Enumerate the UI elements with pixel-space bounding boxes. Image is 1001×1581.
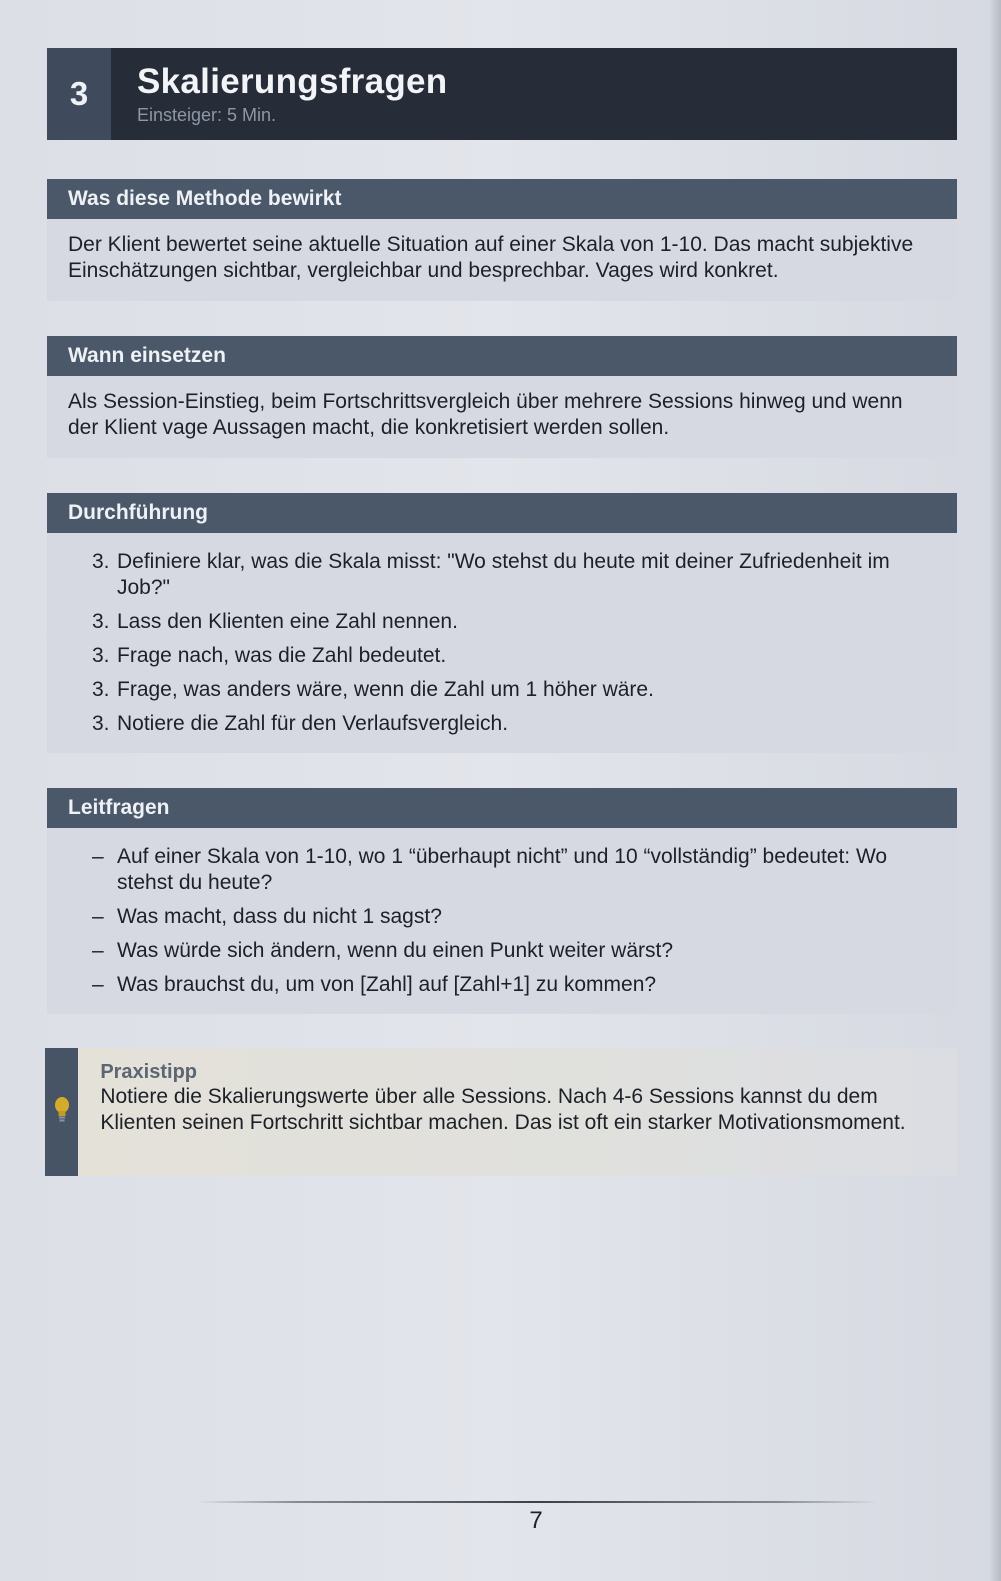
step-number: 3.: [92, 644, 110, 667]
list-item: [68, 711, 933, 737]
section-text: Als Session-Einstieg, beim Fortschrittsvergleich über mehrere Sessions hinweg und wenn der Klient vage Aussagen macht, die konkretisiert werden sollen.: [68, 390, 903, 439]
section-body: [47, 219, 957, 301]
practice-tip: [45, 1048, 957, 1176]
tip-text: Notiere die Skalierungswerte über alle Sessions. Nach 4-6 Sessions kannst du dem Klienten seinen Fortschritt sichtbar machen. Das ist oft ein starker Motivationsmoment.: [100, 1085, 906, 1134]
tip-sidebar: [45, 1048, 78, 1176]
list-item: [68, 972, 933, 998]
section-heading: Was diese Methode bewirkt: [47, 179, 957, 219]
method-header: [47, 48, 957, 140]
bullet-dash: –: [92, 973, 104, 996]
step-text: Lass den Klienten eine Zahl nennen.: [117, 610, 458, 633]
question-text: Was würde sich ändern, wenn du einen Punkt weiter wärst?: [117, 939, 674, 962]
page-edge-shadow: [989, 0, 1001, 1581]
list-item: [68, 844, 933, 896]
method-number: 3: [47, 48, 111, 140]
section-questions: [47, 788, 957, 1014]
step-text: Notiere die Zahl für den Verlaufsvergleich.: [117, 712, 509, 735]
step-number: 3.: [92, 678, 110, 701]
section-body: [47, 376, 957, 458]
section-heading: Wann einsetzen: [47, 336, 957, 376]
step-number: 3.: [92, 550, 110, 573]
footer-divider: [196, 1501, 878, 1503]
tip-content: [78, 1048, 957, 1176]
step-text: Frage nach, was die Zahl bedeutet.: [117, 644, 447, 667]
question-text: Was brauchst du, um von [Zahl] auf [Zahl+1] zu kommen?: [117, 973, 657, 996]
method-title: Skalierungsfragen: [137, 62, 448, 101]
steps-list: [68, 549, 933, 737]
step-number: 3.: [92, 610, 110, 633]
list-item: [68, 677, 933, 703]
section-effect: [47, 179, 957, 301]
tip-label: Praxistipp: [100, 1061, 198, 1083]
page-number: 7: [529, 1507, 543, 1534]
step-number: 3.: [92, 712, 110, 735]
step-text: Frage, was anders wäre, wenn die Zahl um 1 höher wäre.: [117, 678, 654, 701]
bullet-dash: –: [92, 845, 104, 868]
list-item: [68, 643, 933, 669]
section-heading: Durchführung: [47, 493, 957, 533]
step-text: Definiere klar, was die Skala misst: "Wo stehst du heute mit deiner Zufriedenheit im Job?": [117, 550, 890, 599]
section-procedure: [47, 493, 957, 753]
method-header-text: [111, 48, 447, 140]
bullet-dash: –: [92, 939, 104, 962]
section-text: Der Klient bewertet seine aktuelle Situation auf einer Skala von 1-10. Das macht subjektive Einschätzungen sichtbar, vergleichbar und besprechbar. Vages wird konkret.: [68, 233, 914, 282]
list-item: [68, 904, 933, 930]
list-item: [68, 609, 933, 635]
list-item: [68, 938, 933, 964]
questions-list: [68, 844, 933, 998]
question-text: Was macht, dass du nicht 1 sagst?: [117, 905, 442, 928]
section-body: [47, 828, 957, 1014]
question-text: Auf einer Skala von 1-10, wo 1 “überhaupt nicht” und 10 “vollständig” bedeutet: Wo stehst du heute?: [117, 845, 888, 894]
section-heading: Leitfragen: [47, 788, 957, 828]
lightbulb-icon: [52, 1095, 72, 1130]
list-item: [68, 549, 933, 601]
section-body: [47, 533, 957, 753]
method-subtitle: Einsteiger: 5 Min.: [137, 105, 277, 125]
section-when: [47, 336, 957, 458]
bullet-dash: –: [92, 905, 104, 928]
